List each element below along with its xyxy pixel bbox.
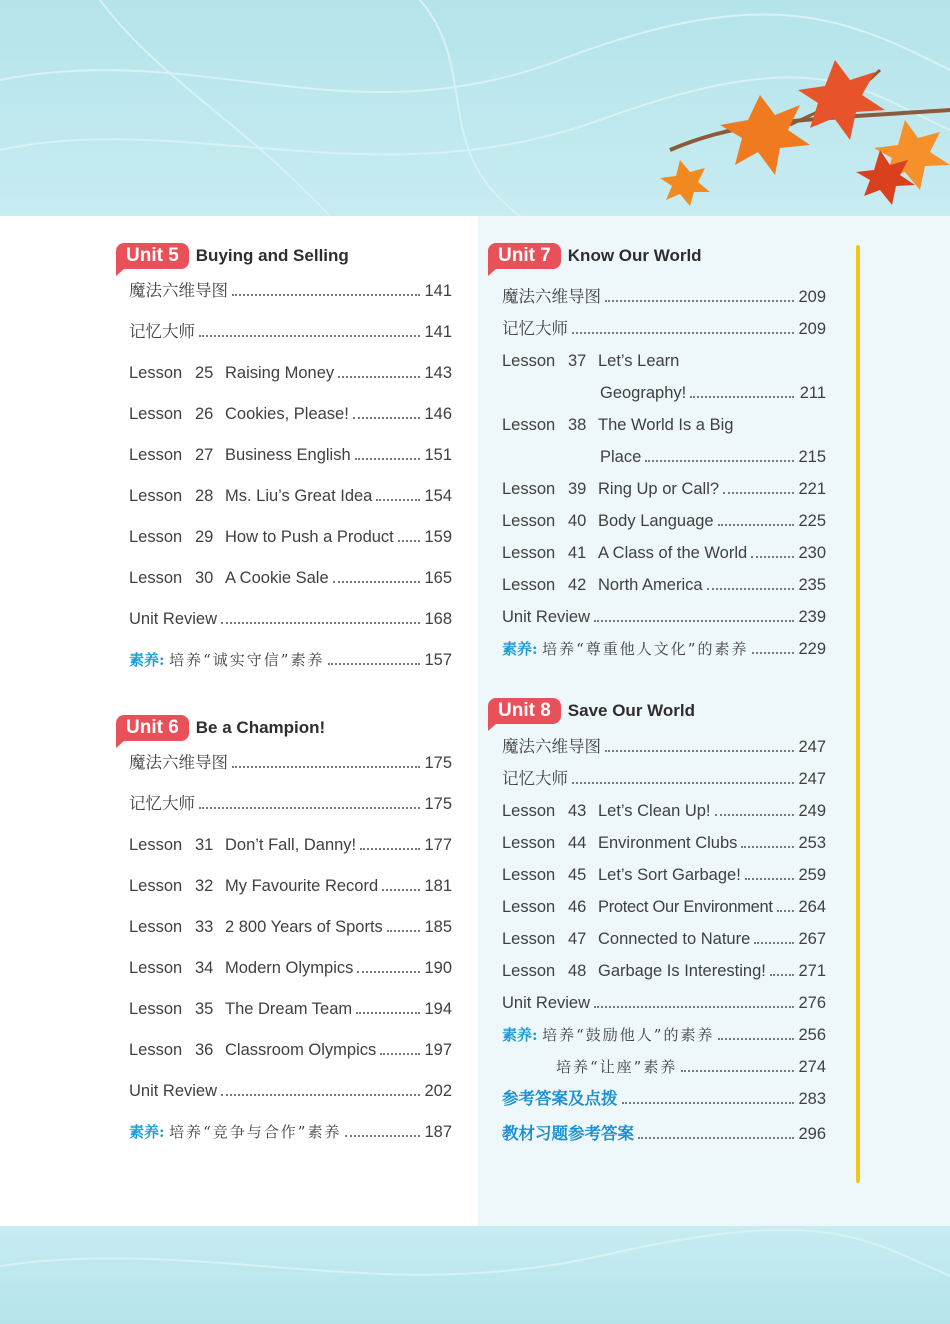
lesson-word: Lesson: [502, 962, 556, 980]
toc-entry-lesson[interactable]: [502, 509, 826, 531]
entry-label: [129, 528, 394, 547]
unit-badge: Unit 5: [116, 243, 189, 269]
entry-label: Business English: [225, 446, 351, 464]
page-number: 264: [798, 898, 826, 916]
lesson-number: 46: [568, 898, 587, 916]
lesson-number: 38: [568, 416, 587, 434]
entry-label: 培养“鼓励他人”的素养: [542, 1026, 715, 1044]
dot-leader: [752, 652, 794, 654]
dot-leader: [338, 376, 420, 378]
entry-label: A Class of the World: [598, 544, 748, 562]
entry-label: [502, 866, 741, 885]
entry-label: Ring Up or Call?: [598, 480, 720, 498]
entry-label: Unit Review: [129, 610, 218, 628]
page-number: 256: [798, 1026, 826, 1044]
page-number: 159: [424, 528, 452, 546]
lesson-word: Lesson: [502, 512, 556, 530]
lesson-word: Lesson: [129, 959, 183, 977]
lesson-number: 41: [568, 544, 587, 562]
lesson-word: Lesson: [502, 898, 556, 916]
unit-title: Save Our World: [567, 701, 695, 720]
suyang-tag: 素养:: [502, 640, 538, 658]
entry-label: Modern Olympics: [225, 959, 354, 977]
lesson-number: 44: [568, 834, 587, 852]
toc-entry-lesson[interactable]: [502, 799, 826, 821]
dot-leader: [221, 1094, 420, 1096]
toc-entry-lesson[interactable]: [129, 484, 452, 506]
page-number: 197: [424, 1041, 452, 1059]
toc-entry-lesson[interactable]: [502, 895, 826, 917]
entry-label: 培养“让座”素养: [556, 1058, 678, 1076]
entry-label: Environment Clubs: [598, 834, 738, 852]
entry-label: [502, 576, 703, 595]
lesson-word: Lesson: [129, 569, 183, 587]
dot-leader: [221, 622, 420, 624]
lesson-word: Lesson: [502, 576, 556, 594]
entry-label: 培养“诚实守信”素养: [169, 651, 325, 669]
divider-rule: [856, 245, 860, 1183]
toc-entry-lesson[interactable]: [129, 525, 452, 547]
lesson-word: Lesson: [129, 1041, 183, 1059]
toc-entry[interactable]: [129, 320, 452, 342]
dot-leader: [232, 294, 420, 296]
toc-entry-suyang[interactable]: [502, 1023, 826, 1045]
page-number: 175: [424, 795, 452, 813]
entry-label: [502, 962, 766, 981]
toc-entry-lesson[interactable]: [129, 361, 452, 383]
entry-label: 魔法六维导图: [502, 738, 601, 756]
page-number: 271: [798, 962, 826, 980]
unit-title: Buying and Selling: [195, 246, 349, 265]
lesson-word: Lesson: [502, 544, 556, 562]
entry-label: 魔法六维导图: [129, 282, 228, 300]
dot-leader: [387, 930, 420, 932]
page-number: 283: [798, 1090, 826, 1108]
page-number: 296: [798, 1125, 826, 1143]
toc-entry-lesson[interactable]: [502, 959, 826, 981]
entry-label: [129, 877, 378, 896]
entry-label: [502, 480, 719, 499]
entry-label: [129, 918, 383, 937]
entry-label: My Favourite Record: [225, 877, 379, 895]
dot-leader: [199, 807, 420, 809]
lesson-word: Lesson: [129, 836, 183, 854]
dot-leader: [356, 1012, 420, 1014]
lesson-word: Lesson: [129, 364, 183, 382]
entry-label: [129, 487, 372, 506]
entry-label: [502, 802, 711, 821]
entry-label: 魔法六维导图: [502, 288, 601, 306]
page-number: 253: [798, 834, 826, 852]
lesson-word: Lesson: [502, 352, 556, 370]
page-number: 181: [424, 877, 452, 895]
entry-label: [129, 1041, 376, 1060]
entry-label: Let’s Clean Up!: [598, 802, 711, 820]
lesson-word: Lesson: [129, 918, 183, 936]
entry-label: North America: [598, 576, 703, 594]
entry-label: [129, 405, 349, 424]
dot-leader: [707, 588, 794, 590]
unit-8-header: [488, 697, 695, 725]
lesson-number: 29: [195, 528, 214, 546]
dot-leader: [751, 556, 794, 558]
dot-leader: [770, 974, 794, 976]
lesson-number: 45: [568, 866, 587, 884]
entry-label: 教材习题参考答案: [502, 1125, 634, 1143]
dot-leader: [199, 335, 420, 337]
page-number: 157: [424, 651, 452, 669]
entry-label: Don’t Fall, Danny!: [225, 836, 357, 854]
toc-entry-answers[interactable]: [502, 1087, 826, 1109]
page-number: 230: [798, 544, 826, 562]
entry-label: 培养“竞争与合作”素养: [169, 1123, 342, 1141]
page-number: 209: [798, 288, 826, 306]
lesson-word: Lesson: [502, 930, 556, 948]
lesson-word: Lesson: [502, 802, 556, 820]
dot-leader: [622, 1102, 795, 1104]
lesson-word: Lesson: [129, 877, 183, 895]
dot-leader: [754, 942, 794, 944]
page-number: 194: [424, 1000, 452, 1018]
dot-leader: [605, 750, 794, 752]
page-number: 267: [798, 930, 826, 948]
entry-label: The World Is a Big: [598, 416, 734, 434]
dot-leader: [638, 1137, 794, 1139]
entry-label: [502, 1024, 714, 1045]
maple-leaves-icon: [650, 0, 950, 216]
wave-pattern-icon: [0, 1226, 950, 1324]
entry-label: Let’s Learn: [598, 352, 680, 370]
toc-entry[interactable]: [502, 317, 826, 339]
lesson-number: 47: [568, 930, 587, 948]
toc-entry-lesson[interactable]: [502, 831, 826, 853]
dot-leader: [605, 300, 794, 302]
lesson-word: Lesson: [129, 487, 183, 505]
unit-6-header: [116, 714, 325, 742]
lesson-number: 30: [195, 569, 214, 587]
page-number: 190: [424, 959, 452, 977]
page-number: 239: [798, 608, 826, 626]
entry-label: Place: [600, 448, 642, 466]
toc-entry[interactable]: [129, 279, 452, 301]
entry-label: [502, 352, 679, 371]
lesson-word: Lesson: [502, 480, 556, 498]
dot-leader: [681, 1070, 794, 1072]
suyang-tag: 素养:: [129, 651, 165, 669]
page-number: 151: [424, 446, 452, 464]
page-number: 146: [424, 405, 452, 423]
toc-entry[interactable]: [502, 735, 826, 757]
entry-label: 记忆大师: [129, 323, 195, 341]
lesson-word: Lesson: [129, 405, 183, 423]
dot-leader: [572, 782, 794, 784]
lesson-number: 37: [568, 352, 587, 370]
lesson-number: 36: [195, 1041, 214, 1059]
entry-label: 参考答案及点拨: [502, 1090, 618, 1108]
toc-entry-lesson[interactable]: [502, 863, 826, 885]
page-number: 211: [799, 384, 826, 402]
unit-title: Be a Champion!: [195, 718, 326, 737]
entry-label: [129, 836, 356, 855]
page-number: 221: [798, 480, 826, 498]
dot-leader: [645, 460, 794, 462]
dot-leader: [777, 910, 794, 912]
lesson-word: Lesson: [129, 446, 183, 464]
entry-label: 魔法六维导图: [129, 754, 228, 772]
toc-entry-review[interactable]: [502, 991, 826, 1013]
page-number: 247: [798, 738, 826, 756]
toc-entry-suyang[interactable]: [129, 648, 452, 670]
entry-label: Garbage Is Interesting!: [598, 962, 766, 980]
toc-entry-lesson[interactable]: [129, 566, 452, 588]
entry-label: Raising Money: [225, 364, 335, 382]
lesson-number: 48: [568, 962, 587, 980]
entry-label: How to Push a Product: [225, 528, 394, 546]
entry-label: Classroom Olympics: [225, 1041, 377, 1059]
page-number: 274: [798, 1058, 826, 1076]
entry-label: [502, 416, 733, 435]
toc-entry-lesson[interactable]: [129, 443, 452, 465]
toc-entry[interactable]: [129, 751, 452, 773]
toc-entry-lesson[interactable]: [129, 915, 452, 937]
entry-label: 记忆大师: [502, 770, 568, 788]
page-number: 249: [798, 802, 826, 820]
unit-badge: Unit 7: [488, 243, 561, 269]
lesson-number: 31: [195, 836, 214, 854]
dot-leader: [345, 1135, 420, 1137]
toc-entry-suyang[interactable]: [129, 1120, 452, 1142]
entry-label: [129, 569, 329, 588]
entry-label: [129, 649, 324, 670]
page-number: 175: [424, 754, 452, 772]
toc-entry-lesson[interactable]: [129, 997, 452, 1019]
toc-entry-lesson[interactable]: [129, 833, 452, 855]
unit-badge: Unit 8: [488, 698, 561, 724]
suyang-tag: 素养:: [502, 1026, 538, 1044]
unit-7-header: [488, 242, 702, 270]
entry-label: Unit Review: [502, 994, 591, 1012]
lesson-word: Lesson: [129, 528, 183, 546]
toc-entry-suyang[interactable]: [502, 637, 826, 659]
toc-entry-lesson[interactable]: [502, 927, 826, 949]
entry-label: [129, 364, 334, 383]
toc-entry-lesson[interactable]: [502, 349, 826, 371]
page-number: 141: [424, 323, 452, 341]
unit-badge: Unit 6: [116, 715, 189, 741]
dot-leader: [594, 620, 794, 622]
entry-label: [129, 1000, 352, 1019]
page-number: 209: [798, 320, 826, 338]
lesson-number: 33: [195, 918, 214, 936]
toc-entry-continuation[interactable]: [600, 381, 826, 403]
dot-leader: [594, 1006, 794, 1008]
dot-leader: [723, 492, 794, 494]
entry-label: Body Language: [598, 512, 714, 530]
dot-leader: [745, 878, 794, 880]
page-number: 225: [798, 512, 826, 530]
entry-label: [129, 446, 351, 465]
toc-entry-lesson[interactable]: [129, 1038, 452, 1060]
page-number: 215: [798, 448, 826, 466]
toc-entry-lesson[interactable]: [502, 573, 826, 595]
dot-leader: [328, 663, 420, 665]
dot-leader: [572, 332, 794, 334]
entry-label: Let’s Sort Garbage!: [598, 866, 741, 884]
footer-decoration: [0, 1226, 950, 1324]
entry-label: The Dream Team: [225, 1000, 353, 1018]
lesson-word: Lesson: [502, 416, 556, 434]
entry-label: [502, 898, 773, 917]
page-number: 141: [424, 282, 452, 300]
page-number: 185: [424, 918, 452, 936]
page-number: 229: [798, 640, 826, 658]
lesson-number: 27: [195, 446, 214, 464]
page-number: 165: [424, 569, 452, 587]
toc-entry-lesson[interactable]: [502, 477, 826, 499]
lesson-word: Lesson: [502, 866, 556, 884]
dot-leader: [715, 814, 794, 816]
dot-leader: [741, 846, 794, 848]
page-number: 187: [424, 1123, 452, 1141]
toc-entry[interactable]: [129, 792, 452, 814]
entry-label: [129, 1121, 341, 1142]
unit-title: Know Our World: [567, 246, 702, 265]
toc-entry-continuation[interactable]: [600, 445, 826, 467]
entry-label: Cookies, Please!: [225, 405, 349, 423]
page-number: 168: [424, 610, 452, 628]
dot-leader: [382, 889, 420, 891]
entry-label: Ms. Liu’s Great Idea: [225, 487, 373, 505]
lesson-number: 43: [568, 802, 587, 820]
lesson-number: 32: [195, 877, 214, 895]
entry-label: Geography!: [600, 384, 687, 402]
toc-entry-lesson[interactable]: [502, 541, 826, 563]
entry-label: [502, 512, 714, 531]
dot-leader: [376, 499, 420, 501]
page-number: 177: [424, 836, 452, 854]
page-number: 276: [798, 994, 826, 1012]
lesson-number: 40: [568, 512, 587, 530]
page-number: 259: [798, 866, 826, 884]
lesson-number: 25: [195, 364, 214, 382]
lesson-number: 28: [195, 487, 214, 505]
lesson-number: 35: [195, 1000, 214, 1018]
entry-label: [502, 638, 748, 659]
entry-label: 记忆大师: [129, 795, 195, 813]
entry-label: [502, 834, 737, 853]
toc-entry[interactable]: [502, 285, 826, 307]
toc-entry-review[interactable]: [129, 607, 452, 629]
toc-entry-review[interactable]: [129, 1079, 452, 1101]
lesson-number: 26: [195, 405, 214, 423]
page-number: 247: [798, 770, 826, 788]
entry-label: Unit Review: [129, 1082, 218, 1100]
entry-label: 培养“尊重他人文化”的素养: [542, 640, 749, 658]
dot-leader: [380, 1053, 420, 1055]
dot-leader: [333, 581, 420, 583]
lesson-number: 42: [568, 576, 587, 594]
dot-leader: [718, 524, 794, 526]
unit-5-header: [116, 242, 349, 270]
dot-leader: [690, 396, 794, 398]
dot-leader: [357, 971, 420, 973]
toc-entry[interactable]: [502, 767, 826, 789]
dot-leader: [398, 540, 420, 542]
toc-entry-lesson[interactable]: [502, 413, 826, 435]
dot-leader: [355, 458, 420, 460]
toc-entry-textbook-answers[interactable]: [502, 1122, 826, 1144]
dot-leader: [360, 848, 420, 850]
entry-label: Connected to Nature: [598, 930, 751, 948]
page-number: 143: [424, 364, 452, 382]
dot-leader: [353, 417, 420, 419]
dot-leader: [718, 1038, 794, 1040]
toc-entry-suyang[interactable]: [556, 1055, 826, 1077]
header-decoration: [0, 0, 950, 216]
lesson-number: 39: [568, 480, 587, 498]
page-number: 202: [424, 1082, 452, 1100]
entry-label: [129, 959, 353, 978]
entry-label: A Cookie Sale: [225, 569, 329, 587]
entry-label: 记忆大师: [502, 320, 568, 338]
lesson-number: 34: [195, 959, 214, 977]
entry-label: [502, 544, 747, 563]
lesson-word: Lesson: [129, 1000, 183, 1018]
entry-label: [502, 930, 750, 949]
dot-leader: [232, 766, 420, 768]
suyang-tag: 素养:: [129, 1123, 165, 1141]
page-number: 154: [424, 487, 452, 505]
entry-label: 2 800 Years of Sports: [225, 918, 383, 936]
toc-entry-review[interactable]: [502, 605, 826, 627]
toc-entry-lesson[interactable]: [129, 874, 452, 896]
entry-label: Protect Our Environment: [598, 898, 773, 916]
entry-label: Unit Review: [502, 608, 591, 626]
page-number: 235: [798, 576, 826, 594]
toc-entry-lesson[interactable]: [129, 402, 452, 424]
toc-entry-lesson[interactable]: [129, 956, 452, 978]
lesson-word: Lesson: [502, 834, 556, 852]
